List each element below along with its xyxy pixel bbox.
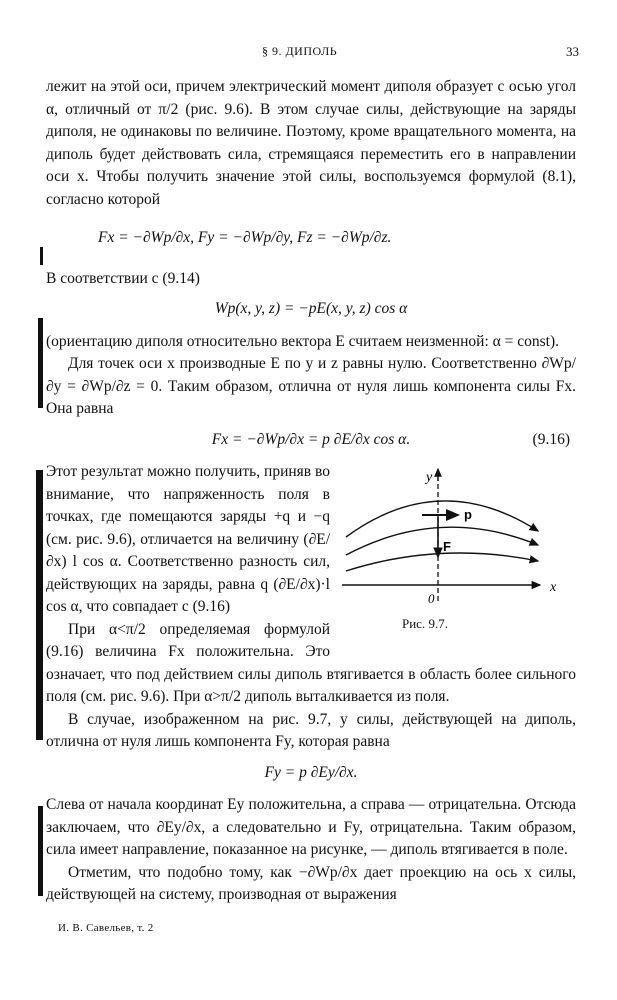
paragraph: При α<π/2 определяемая формулой (9.16) величина Fx положительна. Это означает, что под действием силы диполь втягивается в область более сильного поля (см. рис. 9.6). При α>π/2 диполь выталкивается из поля. bbox=[46, 620, 576, 705]
paragraph: В соответствии с (9.14) bbox=[46, 269, 200, 287]
equation-number: (9.16) bbox=[532, 430, 570, 448]
margin-mark bbox=[40, 247, 43, 265]
page-number: 33 bbox=[566, 44, 579, 59]
dipole-label: p bbox=[464, 507, 472, 522]
formula bbox=[46, 429, 576, 452]
page-body bbox=[46, 76, 576, 907]
paragraph: (ориентацию диполя относительно вектора E считаем неизменной: α = const). bbox=[46, 332, 559, 350]
formula: Wp(x, y, z) = −pE(x, y, z) cos α bbox=[214, 300, 408, 317]
y-axis-label: y bbox=[426, 470, 433, 485]
paragraph: Для точек оси x производные E по y и z равны нулю. Соответственно ∂Wp/∂y = ∂Wp/∂z = 0. Таким образом, отлична от нуля лишь компонента силы Fx. Она равна bbox=[46, 355, 576, 417]
paragraph: Слева от начала координат Ey положительна, а справа — отрицательна. Отсюда заключаем, что ∂Ey/∂x, а следовательно и Fy, отрицательна. Таким образом, сила имеет направление, показанное на рисунке, — диполь втягивается в поле. bbox=[46, 796, 576, 858]
page-footer: И. В. Савельев, т. 2 bbox=[58, 922, 154, 934]
field-line bbox=[346, 527, 538, 555]
field-line bbox=[346, 553, 538, 571]
margin-mark bbox=[36, 470, 43, 740]
formula: Fx = −∂Wp/∂x, Fy = −∂Wp/∂y, Fz = −∂Wp/∂z. bbox=[98, 229, 392, 246]
figure-caption: Рис. 9.7. bbox=[402, 616, 448, 631]
field-line bbox=[346, 501, 538, 537]
margin-mark bbox=[38, 318, 43, 408]
origin-label: 0 bbox=[428, 591, 435, 606]
margin-mark bbox=[38, 806, 43, 896]
figure-9-7 bbox=[340, 463, 576, 641]
page-header bbox=[0, 44, 617, 64]
x-axis-label: x bbox=[550, 580, 557, 595]
paragraph: Этот результат можно получить, приняв во внимание, что напряженность поля в точках, где помещаются заряды +q и −q (см. рис. 9.6), отличается на величину (∂E/∂x) l cos α. Соответственно разность сил, действующих на заряды, равна q (∂E/∂x)·l cos α, что совпадает с (9.16) bbox=[46, 463, 330, 615]
paragraph: лежит на этой оси, причем электрический момент диполя образует с осью угол α, отличный от π/2 (рис. 9.6). В этом случае силы, действующие на заряды диполя, не одинаковы по величине. Поэтому, кроме вращательного момента, на диполь будет действовать сила, стремящаяся переместить его в направлении оси x. Чтобы получить значение этой силы, воспользуемся формулой (8.1), согласно которой bbox=[46, 78, 576, 208]
field-diagram bbox=[340, 463, 576, 608]
formula: Fy = p ∂Ey/∂x. bbox=[264, 763, 358, 781]
section-title: § 9. ДИПОЛЬ bbox=[262, 44, 338, 58]
paragraph: В случае, изображенном на рис. 9.7, у силы, действующей на диполь, отлична от нуля лишь компонента Fy, которая равна bbox=[46, 710, 576, 750]
force-label: F bbox=[443, 539, 451, 554]
formula-body: Fx = −∂Wp/∂x = p ∂E/∂x cos α. bbox=[211, 430, 411, 448]
paragraph: Отметим, что подобно тому, как −∂Wp/∂x дает проекцию на ось x силы, действующей на систему, производная от выражения bbox=[46, 863, 576, 903]
